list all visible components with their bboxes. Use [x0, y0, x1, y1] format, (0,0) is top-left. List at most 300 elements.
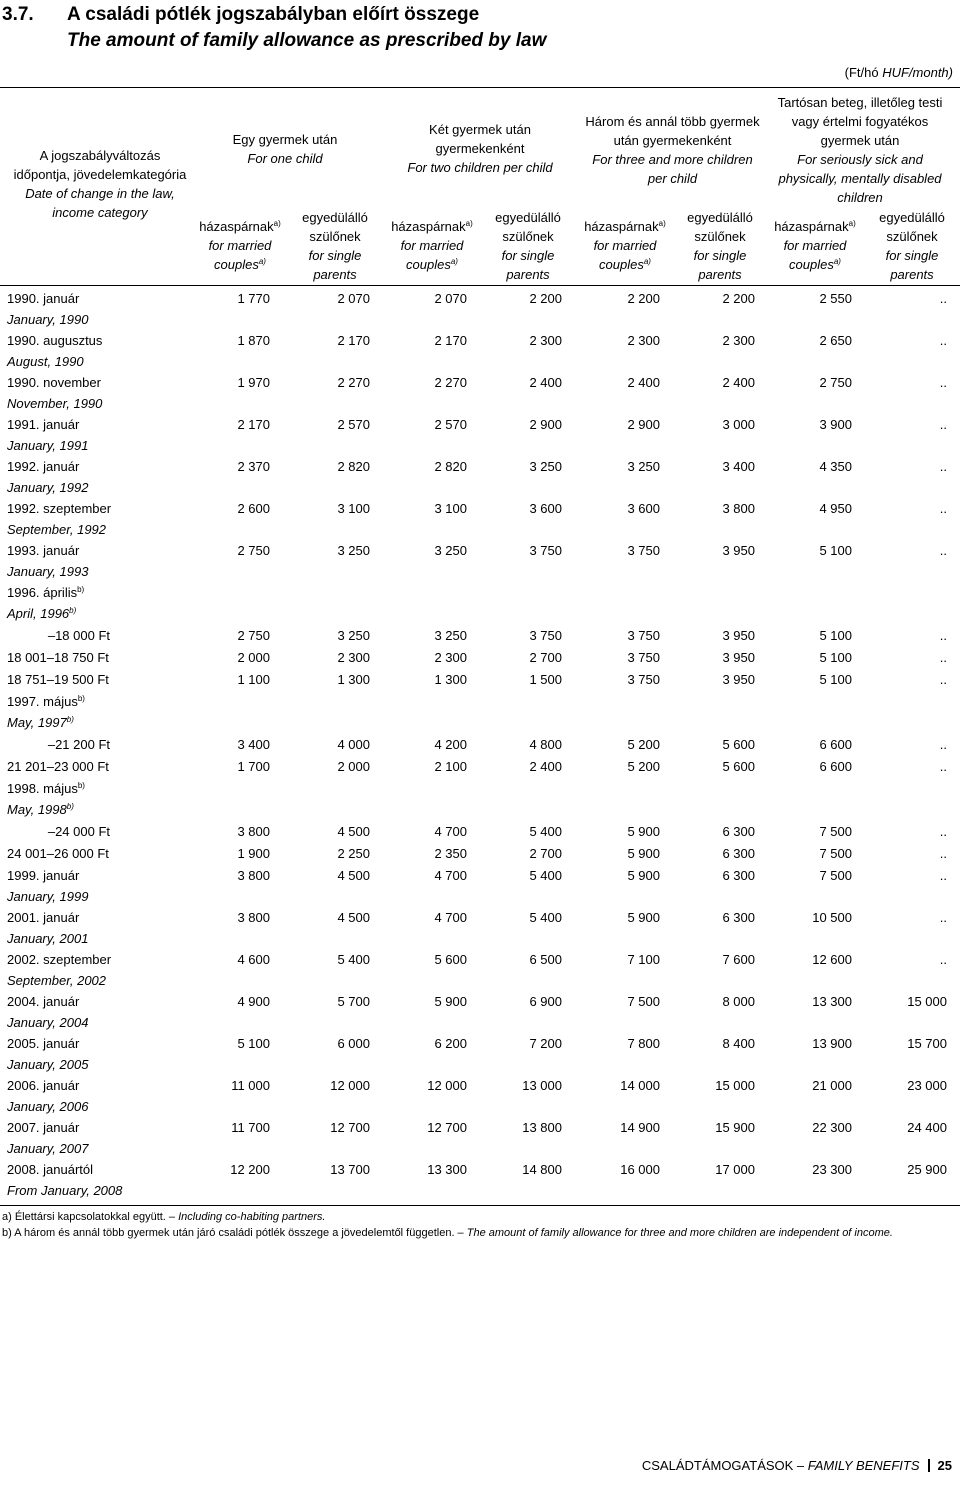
table-row	[0, 729, 960, 751]
table-cell: 15 700	[907, 1036, 947, 1051]
married-label-en: couples$^{a)}$	[789, 257, 841, 272]
row-label-en: January, 2001	[7, 931, 89, 946]
table-cell: 6 600	[819, 759, 852, 774]
table-cell: 4 900	[237, 994, 270, 1009]
table-cell: 13 300	[427, 1162, 467, 1177]
table-cell: 2 070	[434, 291, 467, 306]
row-label	[7, 414, 88, 456]
married-label-en: for married	[593, 238, 657, 253]
table-cell: 4 950	[819, 501, 852, 516]
table-cell: 5 100	[819, 650, 852, 665]
table-cell: 5 900	[627, 846, 660, 861]
row-label	[7, 907, 88, 949]
footnote-ref-a: a)	[848, 219, 856, 228]
table-cell: 5 400	[529, 824, 562, 839]
table-cell: ..	[939, 375, 947, 390]
married-label-en: couples$^{a)}$	[406, 257, 458, 272]
table-cell: 6 300	[722, 824, 755, 839]
table-cell: 3 600	[529, 501, 562, 516]
table-cell: 2 200	[722, 291, 755, 306]
table-cell: 13 800	[522, 1120, 562, 1135]
table-cell: 12 000	[427, 1078, 467, 1093]
table-cell: 5 700	[337, 994, 370, 1009]
single-label: szülőnek	[502, 229, 554, 244]
group-header-line-en: For three and more children	[592, 152, 753, 167]
table-cell: 3 750	[529, 628, 562, 643]
row-label	[7, 949, 111, 991]
table-cell: 1 900	[237, 846, 270, 861]
row-label	[7, 778, 85, 820]
table-cell: 5 900	[627, 824, 660, 839]
table-cell: ..	[939, 846, 947, 861]
row-label	[7, 991, 88, 1033]
row-label-en: September, 2002	[7, 973, 107, 988]
table-cell: 7 200	[529, 1036, 562, 1051]
table-cell: 2 270	[434, 375, 467, 390]
single-label-en: parents	[313, 267, 357, 282]
table-cell: 2 650	[819, 333, 852, 348]
row-label-hu: 1998. május$^{b)}$	[7, 781, 85, 796]
table-row	[0, 816, 960, 838]
table-cell: 2 300	[627, 333, 660, 348]
table-cell: 4 500	[337, 910, 370, 925]
table-cell: 4 700	[434, 824, 467, 839]
table-row	[0, 535, 960, 577]
row-label	[7, 1117, 88, 1159]
footer-separator	[928, 1459, 930, 1472]
table-cell: 8 000	[722, 994, 755, 1009]
footnote-a-hu: a) Élettársi kapcsolatokkal együtt. –	[2, 1211, 176, 1223]
table-cell: 6 000	[337, 1036, 370, 1051]
table-cell: 13 300	[812, 994, 852, 1009]
row-label-hu: 1992. január	[7, 459, 80, 474]
table-cell: 2 100	[434, 759, 467, 774]
table-cell: 2 270	[337, 375, 370, 390]
table-cell: 5 200	[627, 759, 660, 774]
row-label	[7, 865, 88, 907]
table-cell: 3 250	[337, 628, 370, 643]
table-cell: 2 300	[434, 650, 467, 665]
row-label-hu: 1990. november	[7, 375, 101, 390]
table-row	[0, 325, 960, 367]
row-label-hu: 1990. január	[7, 291, 80, 306]
table-cell: 7 500	[819, 868, 852, 883]
footnote-b-hu: b) A három és annál több gyermek után járó családi pótlék összege a jövedelemtől független. –	[2, 1227, 464, 1239]
table-cell: 12 700	[330, 1120, 370, 1135]
footnote-a-en: Including co-habiting partners.	[178, 1211, 326, 1223]
table-cell: 3 400	[722, 459, 755, 474]
table-cell: 5 100	[819, 543, 852, 558]
table-cell: 7 800	[627, 1036, 660, 1051]
table-row	[0, 367, 960, 409]
row-label-hu: –21 200 Ft	[47, 737, 110, 752]
single-label-en: parents	[890, 267, 934, 282]
married-label: házaspárnak$^{a)}$	[199, 219, 281, 234]
table-cell: 2 000	[337, 759, 370, 774]
table-cell: 2 370	[237, 459, 270, 474]
table-cell: ..	[939, 459, 947, 474]
table-cell: 6 300	[722, 868, 755, 883]
stub-header	[0, 146, 200, 222]
table-cell: 3 000	[722, 417, 755, 432]
table-cell: ..	[939, 824, 947, 839]
single-label-en: parents	[698, 267, 742, 282]
row-label-en: May, 1997$^{b)}$	[7, 715, 74, 730]
footnote-ref-a: a)	[450, 257, 458, 266]
row-label-hu: 1999. január	[7, 868, 80, 883]
table-cell: ..	[939, 737, 947, 752]
single-label-en: for single	[501, 248, 555, 263]
single-label: egyedülálló	[687, 210, 753, 225]
group-header-line: Egy gyermek után	[232, 132, 338, 147]
table-cell: ..	[939, 291, 947, 306]
table-cell: 12 600	[812, 952, 852, 967]
row-label	[7, 691, 85, 733]
footnote-ref-b: b)	[66, 802, 74, 811]
table-cell: 2 400	[627, 375, 660, 390]
table-cell: 2 600	[237, 501, 270, 516]
single-label: szülőnek	[694, 229, 746, 244]
row-label-en: January, 2007	[7, 1141, 89, 1156]
row-label-hu: 18 001–18 750 Ft	[7, 650, 109, 665]
table-row	[0, 620, 960, 642]
table-cell: 17 000	[715, 1162, 755, 1177]
married-label: házaspárnak$^{a)}$	[391, 219, 473, 234]
row-label-hu: –24 000 Ft	[47, 824, 110, 839]
single-label: egyedülálló	[879, 210, 945, 225]
column-group-header	[570, 112, 775, 188]
table-cell: 4 350	[819, 459, 852, 474]
footer-en: FAMILY BENEFITS	[807, 1458, 920, 1473]
table-cell: 2 900	[627, 417, 660, 432]
table-row	[0, 493, 960, 535]
table-cell: 12 200	[230, 1162, 270, 1177]
table-cell: 15 000	[907, 994, 947, 1009]
table-cell: 7 100	[627, 952, 660, 967]
table-cell: 1 100	[237, 672, 270, 687]
group-header-line-en: physically, mentally disabled	[778, 171, 942, 186]
table-cell: 13 000	[522, 1078, 562, 1093]
row-label-en: January, 2006	[7, 1099, 89, 1114]
row-label-en: August, 1990	[7, 354, 84, 369]
group-header-line: Két gyermek után	[429, 122, 531, 137]
group-header-line: gyermekenként	[435, 141, 525, 156]
row-label-hu: 2002. szeptember	[7, 952, 112, 967]
single-label: szülőnek	[886, 229, 938, 244]
married-label-en: couples$^{a)}$	[599, 257, 651, 272]
table-cell: 4 500	[337, 868, 370, 883]
row-label-hu: –18 000 Ft	[47, 628, 110, 643]
table-cell: 5 100	[237, 1036, 270, 1051]
table-cell: 2 820	[434, 459, 467, 474]
row-label-hu: 2004. január	[7, 994, 80, 1009]
table-cell: 6 900	[529, 994, 562, 1009]
table-row	[0, 642, 960, 664]
table-cell: 15 900	[715, 1120, 755, 1135]
table-cell: ..	[939, 650, 947, 665]
row-label-hu: 2005. január	[7, 1036, 80, 1051]
table-cell: 2 400	[529, 375, 562, 390]
table-row	[0, 902, 960, 944]
table-cell: 8 400	[722, 1036, 755, 1051]
table-cell: 3 950	[722, 628, 755, 643]
group-header-line: gyermek után	[820, 133, 900, 148]
group-header-line: vagy értelmi fogyatékos	[791, 114, 929, 129]
table-cell: 2 550	[819, 291, 852, 306]
row-label-hu: 1996. április$^{b)}$	[7, 585, 85, 600]
table-row	[0, 751, 960, 773]
table-cell: 2 750	[237, 628, 270, 643]
table-cell: 13 700	[330, 1162, 370, 1177]
table-cell: 6 500	[529, 952, 562, 967]
table-cell: ..	[939, 910, 947, 925]
table-cell: 3 800	[237, 824, 270, 839]
row-label-hu: 2006. január	[7, 1078, 80, 1093]
row-label-hu: 1992. szeptember	[7, 501, 112, 516]
table-cell: 2 170	[237, 417, 270, 432]
table-bottom-rule	[0, 1205, 960, 1206]
table-cell: 14 000	[620, 1078, 660, 1093]
table-cell: 3 750	[627, 650, 660, 665]
table-row	[0, 409, 960, 451]
footnote-b	[2, 1225, 893, 1241]
table-cell: 6 200	[434, 1036, 467, 1051]
column-group-header	[190, 130, 380, 168]
table-cell: 3 400	[237, 737, 270, 752]
table-cell: 3 250	[529, 459, 562, 474]
footnotes	[2, 1209, 893, 1241]
table-cell: ..	[939, 952, 947, 967]
table-cell: 3 950	[722, 650, 755, 665]
group-header-line: után gyermekenként	[613, 133, 732, 148]
table-cell: 2 400	[529, 759, 562, 774]
footnote-ref-a: a)	[658, 219, 666, 228]
footnote-ref-b: b)	[77, 781, 85, 790]
table-row	[0, 838, 960, 860]
table-cell: 4 600	[237, 952, 270, 967]
footnote-ref-b: b)	[69, 606, 77, 615]
table-cell: 3 250	[434, 628, 467, 643]
row-label-hu: 2007. január	[7, 1120, 80, 1135]
table-row	[0, 451, 960, 493]
section-number: 3.7.	[2, 4, 34, 25]
row-label-hu: 1997. május$^{b)}$	[7, 694, 85, 709]
row-label-hu: 24 001–26 000 Ft	[7, 846, 109, 861]
table-cell: 2 750	[819, 375, 852, 390]
table-cell: 3 950	[722, 672, 755, 687]
table-cell: 2 250	[337, 846, 370, 861]
stub-header-line-en: Date of change in the law,	[25, 186, 175, 201]
row-label-en: January, 2004	[7, 1015, 89, 1030]
single-label-en: for single	[308, 248, 362, 263]
row-label-en: January, 1993	[7, 564, 89, 579]
row-label-hu: 1991. január	[7, 417, 80, 432]
table-cell: 2 400	[722, 375, 755, 390]
column-group-header	[385, 120, 575, 177]
stub-header-line: időpontja, jövedelemkategória	[13, 167, 187, 182]
table-cell: 7 500	[819, 846, 852, 861]
page-number: 25	[937, 1458, 952, 1473]
table-cell: 25 900	[907, 1162, 947, 1177]
table-cell: 5 900	[627, 910, 660, 925]
table-row	[0, 860, 960, 902]
table-cell: 2 700	[529, 846, 562, 861]
row-label-en: January, 1992	[7, 480, 89, 495]
stub-header-line-en: income category	[52, 205, 148, 220]
group-header-line-en: For seriously sick and	[797, 152, 923, 167]
row-label	[7, 1159, 122, 1201]
page-title-english: The amount of family allowance as prescribed by law	[67, 30, 547, 51]
row-label-hu: 1993. január	[7, 543, 80, 558]
row-label-en: January, 1999	[7, 889, 89, 904]
table-cell: 4 000	[337, 737, 370, 752]
table-cell: 3 250	[434, 543, 467, 558]
married-label-en: couples$^{a)}$	[214, 257, 266, 272]
table-cell: 3 800	[237, 910, 270, 925]
row-label-en: November, 1990	[7, 396, 103, 411]
unit-hu: (Ft/hó	[844, 65, 879, 80]
table-cell: 13 900	[812, 1036, 852, 1051]
table-cell: 6 300	[722, 910, 755, 925]
unit-en: HUF/month)	[882, 65, 953, 80]
married-label: házaspárnak$^{a)}$	[584, 219, 666, 234]
sub-header-single	[473, 208, 583, 284]
married-label-en: for married	[783, 238, 847, 253]
table-cell: 11 700	[231, 1120, 270, 1135]
table-cell: 2 750	[237, 543, 270, 558]
table-cell: 5 400	[529, 868, 562, 883]
row-label-en: April, 1996$^{b)}$	[7, 606, 77, 621]
table-cell: 2 000	[237, 650, 270, 665]
footnote-b-en: The amount of family allowance for three and more children are independent of income.	[466, 1227, 893, 1239]
row-label-hu: 2008. januártól	[7, 1162, 94, 1177]
single-label: szülőnek	[309, 229, 361, 244]
table-row	[0, 1112, 960, 1154]
table-cell: 2 170	[434, 333, 467, 348]
row-label-en: January, 1990	[7, 312, 89, 327]
table-row	[0, 1154, 960, 1196]
sub-header-single	[857, 208, 960, 284]
table-cell: 6 300	[722, 846, 755, 861]
table-cell: 3 600	[627, 501, 660, 516]
single-label: egyedülálló	[302, 210, 368, 225]
table-cell: 5 900	[627, 868, 660, 883]
table-cell: 12 700	[427, 1120, 467, 1135]
table-cell: 3 800	[237, 868, 270, 883]
row-label	[7, 540, 88, 582]
table-cell: 4 200	[434, 737, 467, 752]
row-label	[7, 456, 88, 498]
table-cell: 1 970	[237, 375, 270, 390]
table-row	[0, 283, 960, 325]
table-cell: 4 800	[529, 737, 562, 752]
footnote-ref-b: b)	[77, 694, 85, 703]
table-cell: 2 300	[529, 333, 562, 348]
sub-header-single	[280, 208, 390, 284]
stub-header-line: A jogszabályváltozás	[39, 148, 161, 163]
table-cell: 3 900	[819, 417, 852, 432]
row-label-hu: 21 201–23 000 Ft	[7, 759, 109, 774]
table-cell: 4 700	[434, 910, 467, 925]
group-header-line-en: For one child	[247, 151, 323, 166]
footnote-ref-a: a)	[465, 219, 473, 228]
table-cell: 3 950	[722, 543, 755, 558]
row-label	[7, 582, 84, 624]
single-label-en: for single	[885, 248, 939, 263]
table-cell: ..	[939, 672, 947, 687]
group-header-line: Három és annál több gyermek	[585, 114, 760, 129]
row-label-hu: 1990. augusztus	[7, 333, 103, 348]
table-cell: 3 250	[337, 543, 370, 558]
table-cell: 5 100	[819, 628, 852, 643]
table-cell: 5 400	[529, 910, 562, 925]
table-cell: 4 500	[337, 824, 370, 839]
table-cell: ..	[939, 543, 947, 558]
table-cell: 3 750	[529, 543, 562, 558]
table-body	[0, 283, 960, 1196]
row-label	[7, 498, 111, 540]
table-row	[0, 773, 960, 816]
table-cell: 1 770	[237, 291, 270, 306]
table-cell: 3 250	[627, 459, 660, 474]
table-row	[0, 1070, 960, 1112]
table-cell: 1 870	[237, 333, 270, 348]
header-top-rule	[0, 87, 960, 88]
unit-label	[845, 65, 953, 80]
sub-header-single	[665, 208, 775, 284]
row-label	[7, 372, 102, 414]
table-cell: 3 100	[434, 501, 467, 516]
table-cell: 14 800	[522, 1162, 562, 1177]
single-label-en: for single	[693, 248, 747, 263]
table-cell: 2 200	[627, 291, 660, 306]
table-cell: 3 800	[722, 501, 755, 516]
table-cell: 2 570	[434, 417, 467, 432]
married-label: házaspárnak$^{a)}$	[774, 219, 856, 234]
table-cell: 2 300	[337, 650, 370, 665]
row-label-hu: 18 751–19 500 Ft	[7, 672, 109, 687]
table-cell: 5 600	[722, 737, 755, 752]
group-header-line: Tartósan beteg, illetőleg testi	[777, 95, 943, 110]
table-row	[0, 986, 960, 1028]
table-cell: 2 900	[529, 417, 562, 432]
table-cell: 1 300	[434, 672, 467, 687]
table-cell: 3 750	[627, 543, 660, 558]
table-cell: 7 600	[722, 952, 755, 967]
married-label-en: for married	[208, 238, 272, 253]
row-label	[7, 288, 88, 330]
table-cell: 7 500	[627, 994, 660, 1009]
table-cell: 5 600	[722, 759, 755, 774]
footnote-ref-b: b)	[66, 715, 74, 724]
footnote-a	[2, 1209, 893, 1225]
table-cell: 2 820	[337, 459, 370, 474]
table-cell: 4 700	[434, 868, 467, 883]
table-cell: 15 000	[715, 1078, 755, 1093]
table-cell: 2 350	[434, 846, 467, 861]
row-label	[7, 1075, 88, 1117]
table-cell: 5 400	[337, 952, 370, 967]
row-label-en: From January, 2008	[7, 1183, 123, 1198]
table-row	[0, 577, 960, 620]
row-label-en: May, 1998$^{b)}$	[7, 802, 74, 817]
table-cell: 23 000	[907, 1078, 947, 1093]
table-cell: 1 300	[337, 672, 370, 687]
row-label-en: January, 1991	[7, 438, 89, 453]
table-cell: 23 300	[812, 1162, 852, 1177]
table-cell: 1 500	[529, 672, 562, 687]
row-label-en: January, 2005	[7, 1057, 89, 1072]
